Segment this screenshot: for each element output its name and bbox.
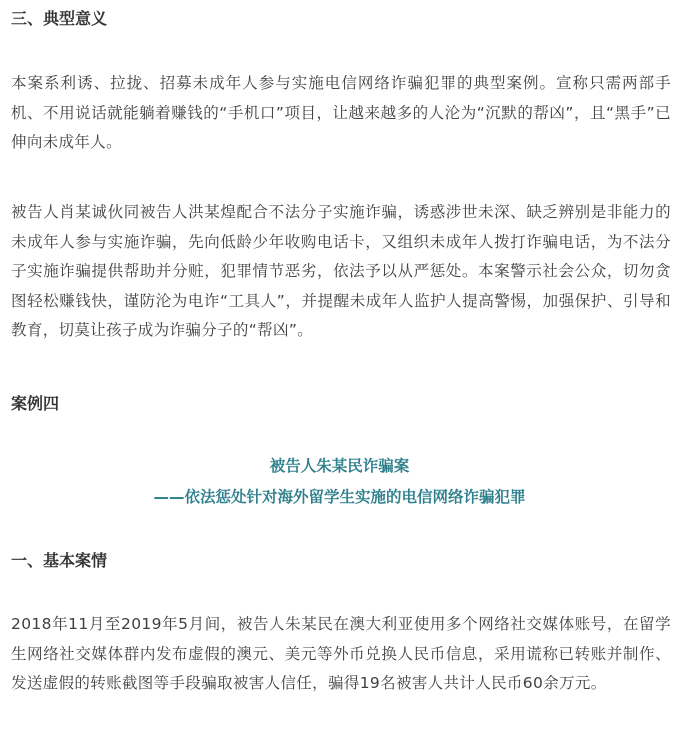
section-heading-basic-facts: 一、基本案情 xyxy=(11,551,108,570)
paragraph-typical-significance-1: 本案系利诱、拉拢、招募未成年人参与实施电信网络诈骗犯罪的典型案例。宣称只需两部手机、不用说话就能躺着赚钱的“手机口”项目，让越来越多的人沦为“沉默的帮凶”，且“黑手”已伸向未成年人。 xyxy=(11,74,671,152)
section-heading-typical-significance: 三、典型意义 xyxy=(11,9,108,28)
case-subtitle: ——依法惩处针对海外留学生实施的电信网络诈骗犯罪 xyxy=(153,488,526,506)
case-title: 被告人朱某民诈骗案 xyxy=(269,457,410,475)
paragraph-typical-significance-2: 被告人肖某诚伙同被告人洪某煌配合不法分子实施诈骗，诱惑涉世未深、缺乏辨别是非能力的未成年人参与实施诈骗，先向低龄少年收购电话卡，又组织未成年人拨打诈骗电话，为不法分子实施诈骗提供帮助并分赃，犯罪情节恶劣，依法予以从严惩处。本案警示社会公众，切勿贪图轻松赚钱快，谨防沦为电诈“工具人”，并提醒未成年人监护人提高警惕，加强保护、引导和教育，切莫让孩子成为诈骗分子的“帮凶”。 xyxy=(11,203,671,340)
paragraph-basic-facts: 2018年11月至2019年5月间，被告人朱某民在澳大利亚使用多个网络社交媒体账号，在留学生网络社交媒体群内发布虚假的澳元、美元等外币兑换人民币信息，采用谎称已转账并制作、发送虚假的转账截图等手段骗取被害人信任，骗得19名被害人共计人民币60余万元。 xyxy=(11,615,671,693)
case-label: 案例四 xyxy=(11,394,60,413)
